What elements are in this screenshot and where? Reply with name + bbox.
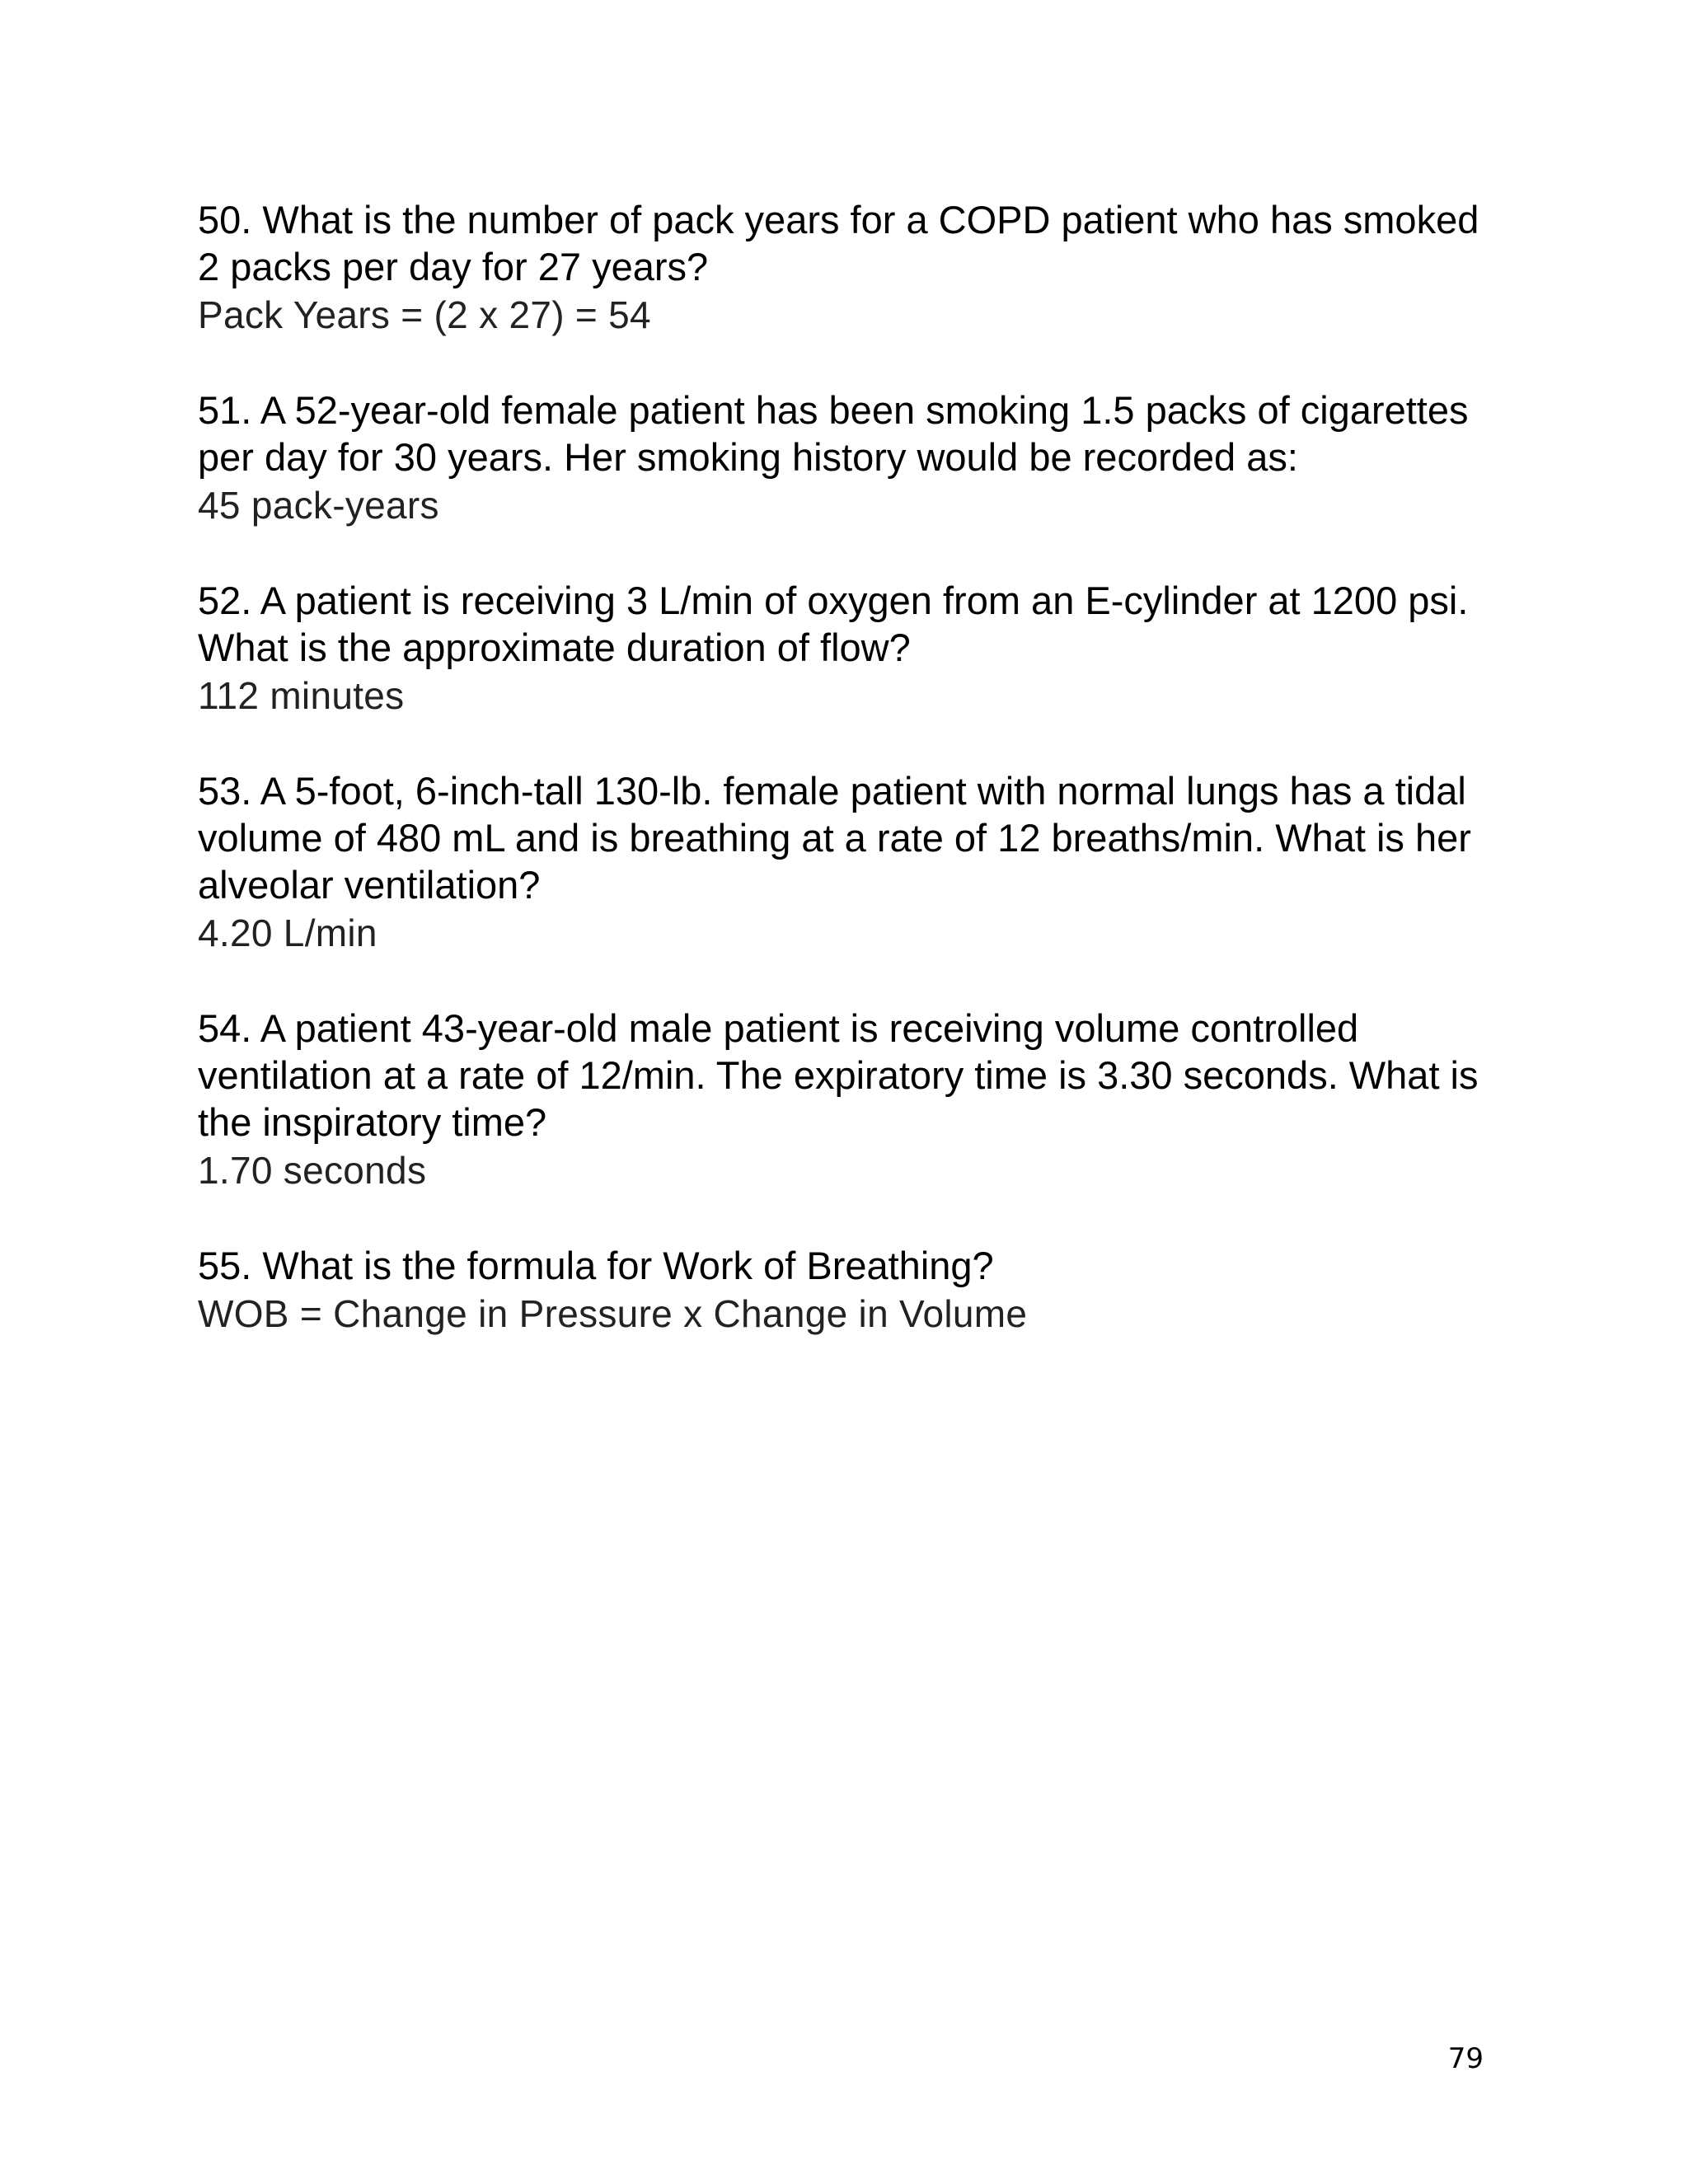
question-text: 53. A 5-foot, 6-inch-tall 130-lb. female patient with normal lungs has a tidal volume of 480 mL and is breathing at a rate of 12 breaths/min. What is her alveolar ventilation? <box>198 769 1471 907</box>
qa-item-51 <box>198 387 1484 530</box>
qa-item-50 <box>198 196 1484 340</box>
question-text: 50. What is the number of pack years for a COPD patient who has smoked 2 packs per day for 27 years? <box>198 198 1479 288</box>
question-text: 54. A patient 43-year-old male patient is receiving volume controlled ventilation at a rate of 12/min. The expiratory time is 3.30 seconds. What is the inspiratory time? <box>198 1006 1479 1144</box>
question-list <box>198 196 1484 1385</box>
question-text: 55. What is the formula for Work of Breathing? <box>198 1244 994 1287</box>
answer-text: 112 minutes <box>198 674 405 717</box>
answer-text: 1.70 seconds <box>198 1149 427 1192</box>
qa-item-55 <box>198 1242 1484 1338</box>
question-text: 52. A patient is receiving 3 L/min of oxygen from an E-cylinder at 1200 psi. What is the approximate duration of flow? <box>198 579 1469 669</box>
answer-text: 45 pack-years <box>198 484 439 527</box>
qa-item-52 <box>198 577 1484 720</box>
answer-text: 4.20 L/min <box>198 912 377 954</box>
answer-text: WOB = Change in Pressure x Change in Volume <box>198 1292 1028 1335</box>
qa-item-54 <box>198 1005 1484 1195</box>
qa-item-53 <box>198 767 1484 958</box>
question-text: 51. A 52-year-old female patient has been smoking 1.5 packs of cigarettes per day for 30 years. Her smoking history would be recorded as: <box>198 388 1469 479</box>
answer-text: Pack Years = (2 x 27) = 54 <box>198 293 651 336</box>
page-number: 79 <box>1447 2042 1484 2075</box>
